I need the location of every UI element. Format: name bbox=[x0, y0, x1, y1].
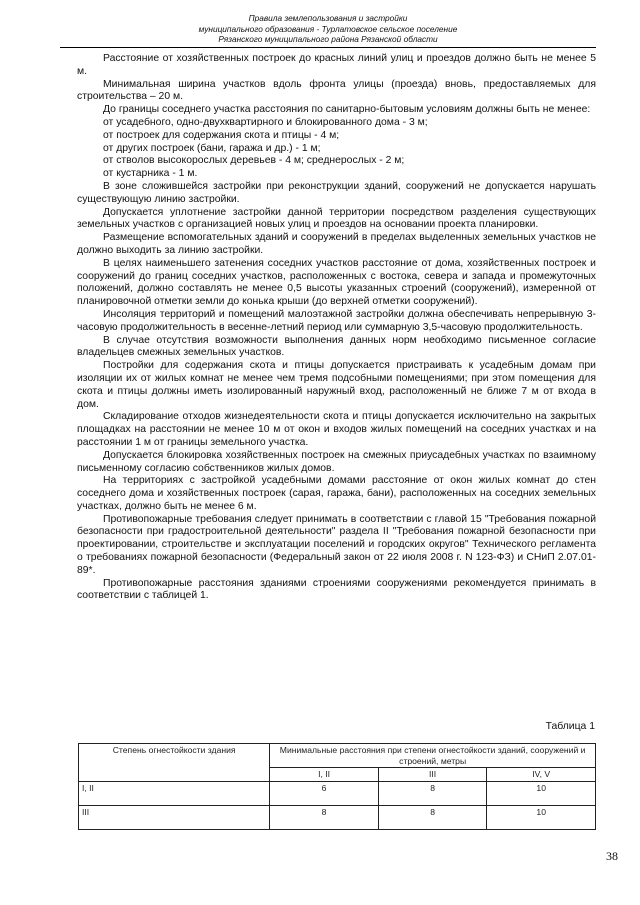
paragraph: Размещение вспомогательных зданий и сооружений в пределах выделенных земельных участков не должно выходить за линию застройки. bbox=[77, 232, 596, 256]
paragraph: Допускается уплотнение застройки данной территории посредством разделения существующих земельных участков с организацией новых улиц и проездов на основании проекта планировки. bbox=[77, 206, 596, 231]
list-item: от кустарника - 1 м. bbox=[103, 168, 198, 180]
value-cell: 8 bbox=[270, 805, 379, 829]
paragraph: В случае отсутствия возможности выполнения данных норм необходимо письменное согласие владельцев смежных земельных участков. bbox=[77, 334, 596, 359]
value-cell: 8 bbox=[378, 781, 487, 805]
value-cell: 10 bbox=[487, 805, 596, 829]
body-text bbox=[77, 53, 596, 603]
paragraph: Минимальная ширина участков вдоль фронта улицы (проезда) вновь, предоставляемых для строительства – 20 м. bbox=[77, 78, 596, 103]
paragraph: Противопожарные требования следует принимать в соответствии с главой 15 "Требования пожарной безопасности при градостроительной деятельности" раздела II "Требования пожарной безопасности при проектировании, строительстве и эксплуатации поселений и городских округов" Технического регламента о требованиях пожарной безопасности (Федеральный закон от 22 июля 2008 г. N 123-ФЗ) и СНиП 2.07.01-89*. bbox=[77, 513, 596, 576]
paragraph: До границы соседнего участка расстояния по санитарно-бытовым условиям должны быть не менее: bbox=[103, 104, 591, 116]
paragraph: Инсоляция территорий и помещений малоэтажной застройки должна обеспечивать непрерывную 3-часовую продолжительность в весенне-летний период или суммарную 3,5-часовую продолжительность. bbox=[77, 308, 596, 333]
row-degree-cell: I, II bbox=[79, 781, 270, 805]
row-degree-cell: III bbox=[79, 805, 270, 829]
header-divider bbox=[60, 47, 596, 48]
header-line-2: муниципального образования - Турлатовское сельское поселение bbox=[198, 23, 458, 34]
subheader-cell: I, II bbox=[270, 768, 379, 782]
value-cell: 10 bbox=[487, 781, 596, 805]
page-number: 38 bbox=[606, 849, 618, 863]
value-cell: 6 bbox=[270, 781, 379, 805]
paragraph: Расстояние от хозяйственных построек до красных линий улиц и проездов должно быть не менее 5 м. bbox=[77, 53, 596, 77]
column-header-group: Минимальные расстояния при степени огнестойкости зданий, сооружений и строений, метры bbox=[270, 744, 596, 768]
header-line-1: Правила землепользования и застройки bbox=[248, 13, 408, 23]
paragraph: Складирование отходов жизнедеятельности скота и птицы допускается исключительно на закрытых площадках на расстоянии не менее 10 м от окон и входов жилых помещений на соседних участках и на расстоянии 1 м от границы земельного участка. bbox=[77, 411, 596, 448]
paragraph: Постройки для содержания скота и птицы допускается пристраивать к усадебным домам при изоляции их от жилых комнат не менее чем тремя подсобными помещениями; при этом помещения для скота и птицы должны иметь изолированный наружный вход, расположенный не ближе 7 м от входа в дом. bbox=[77, 360, 596, 410]
list-item: от стволов высокорослых деревьев - 4 м; среднерослых - 2 м; bbox=[103, 155, 405, 167]
value-cell: 8 bbox=[378, 805, 487, 829]
running-header bbox=[60, 13, 596, 45]
paragraph: В целях наименьшего затенения соседних участков расстояние от дома, хозяйственных построек и сооружений до границ соседних участков, расположенных с востока, севера и запада и промежуточных положений, должно составлять не менее 0,5 высоты указанных строений (сооружений), измеренной от планировочной отметки земли до конька крыши (до верхней отметки сооружений). bbox=[77, 257, 596, 308]
column-header-degree: Степень огнестойкости здания bbox=[79, 744, 270, 782]
paragraph: Противопожарные расстояния зданиями строениями сооружениями рекомендуется принимать в соответствии с таблицей 1. bbox=[77, 577, 596, 602]
paragraph: Допускается блокировка хозяйственных построек на смежных приусадебных участках по взаимному письменному согласию собственников жилых домов. bbox=[77, 449, 596, 474]
list-item: от других построек (бани, гаража и др.) - 1 м; bbox=[103, 142, 321, 154]
fire-distance-table bbox=[78, 743, 596, 830]
table-header-row bbox=[79, 744, 596, 768]
table-row bbox=[79, 781, 596, 805]
list-item: от усадебного, одно-двухквартирного и блокированного дома - 3 м; bbox=[103, 116, 428, 128]
table-caption: Таблица 1 bbox=[545, 721, 595, 732]
paragraph: В зоне сложившейся застройки при реконструкции зданий, сооружений не допускается нарушать существующую линию застройки. bbox=[77, 180, 596, 205]
paragraph: На территориях с застройкой усадебными домами расстояние от окон жилых комнат до стен соседнего дома и хозяйственных построек (сарая, гаража, бани), расположенных на соседних земельных участках, должно быть не менее 6 м. bbox=[77, 475, 596, 512]
subheader-cell: IV, V bbox=[487, 768, 596, 782]
header-line-3: Рязанского муниципального района Рязанской области bbox=[218, 34, 438, 44]
list-item: от построек для содержания скота и птицы - 4 м; bbox=[103, 129, 340, 141]
table-row bbox=[79, 805, 596, 829]
subheader-cell: III bbox=[378, 768, 487, 782]
